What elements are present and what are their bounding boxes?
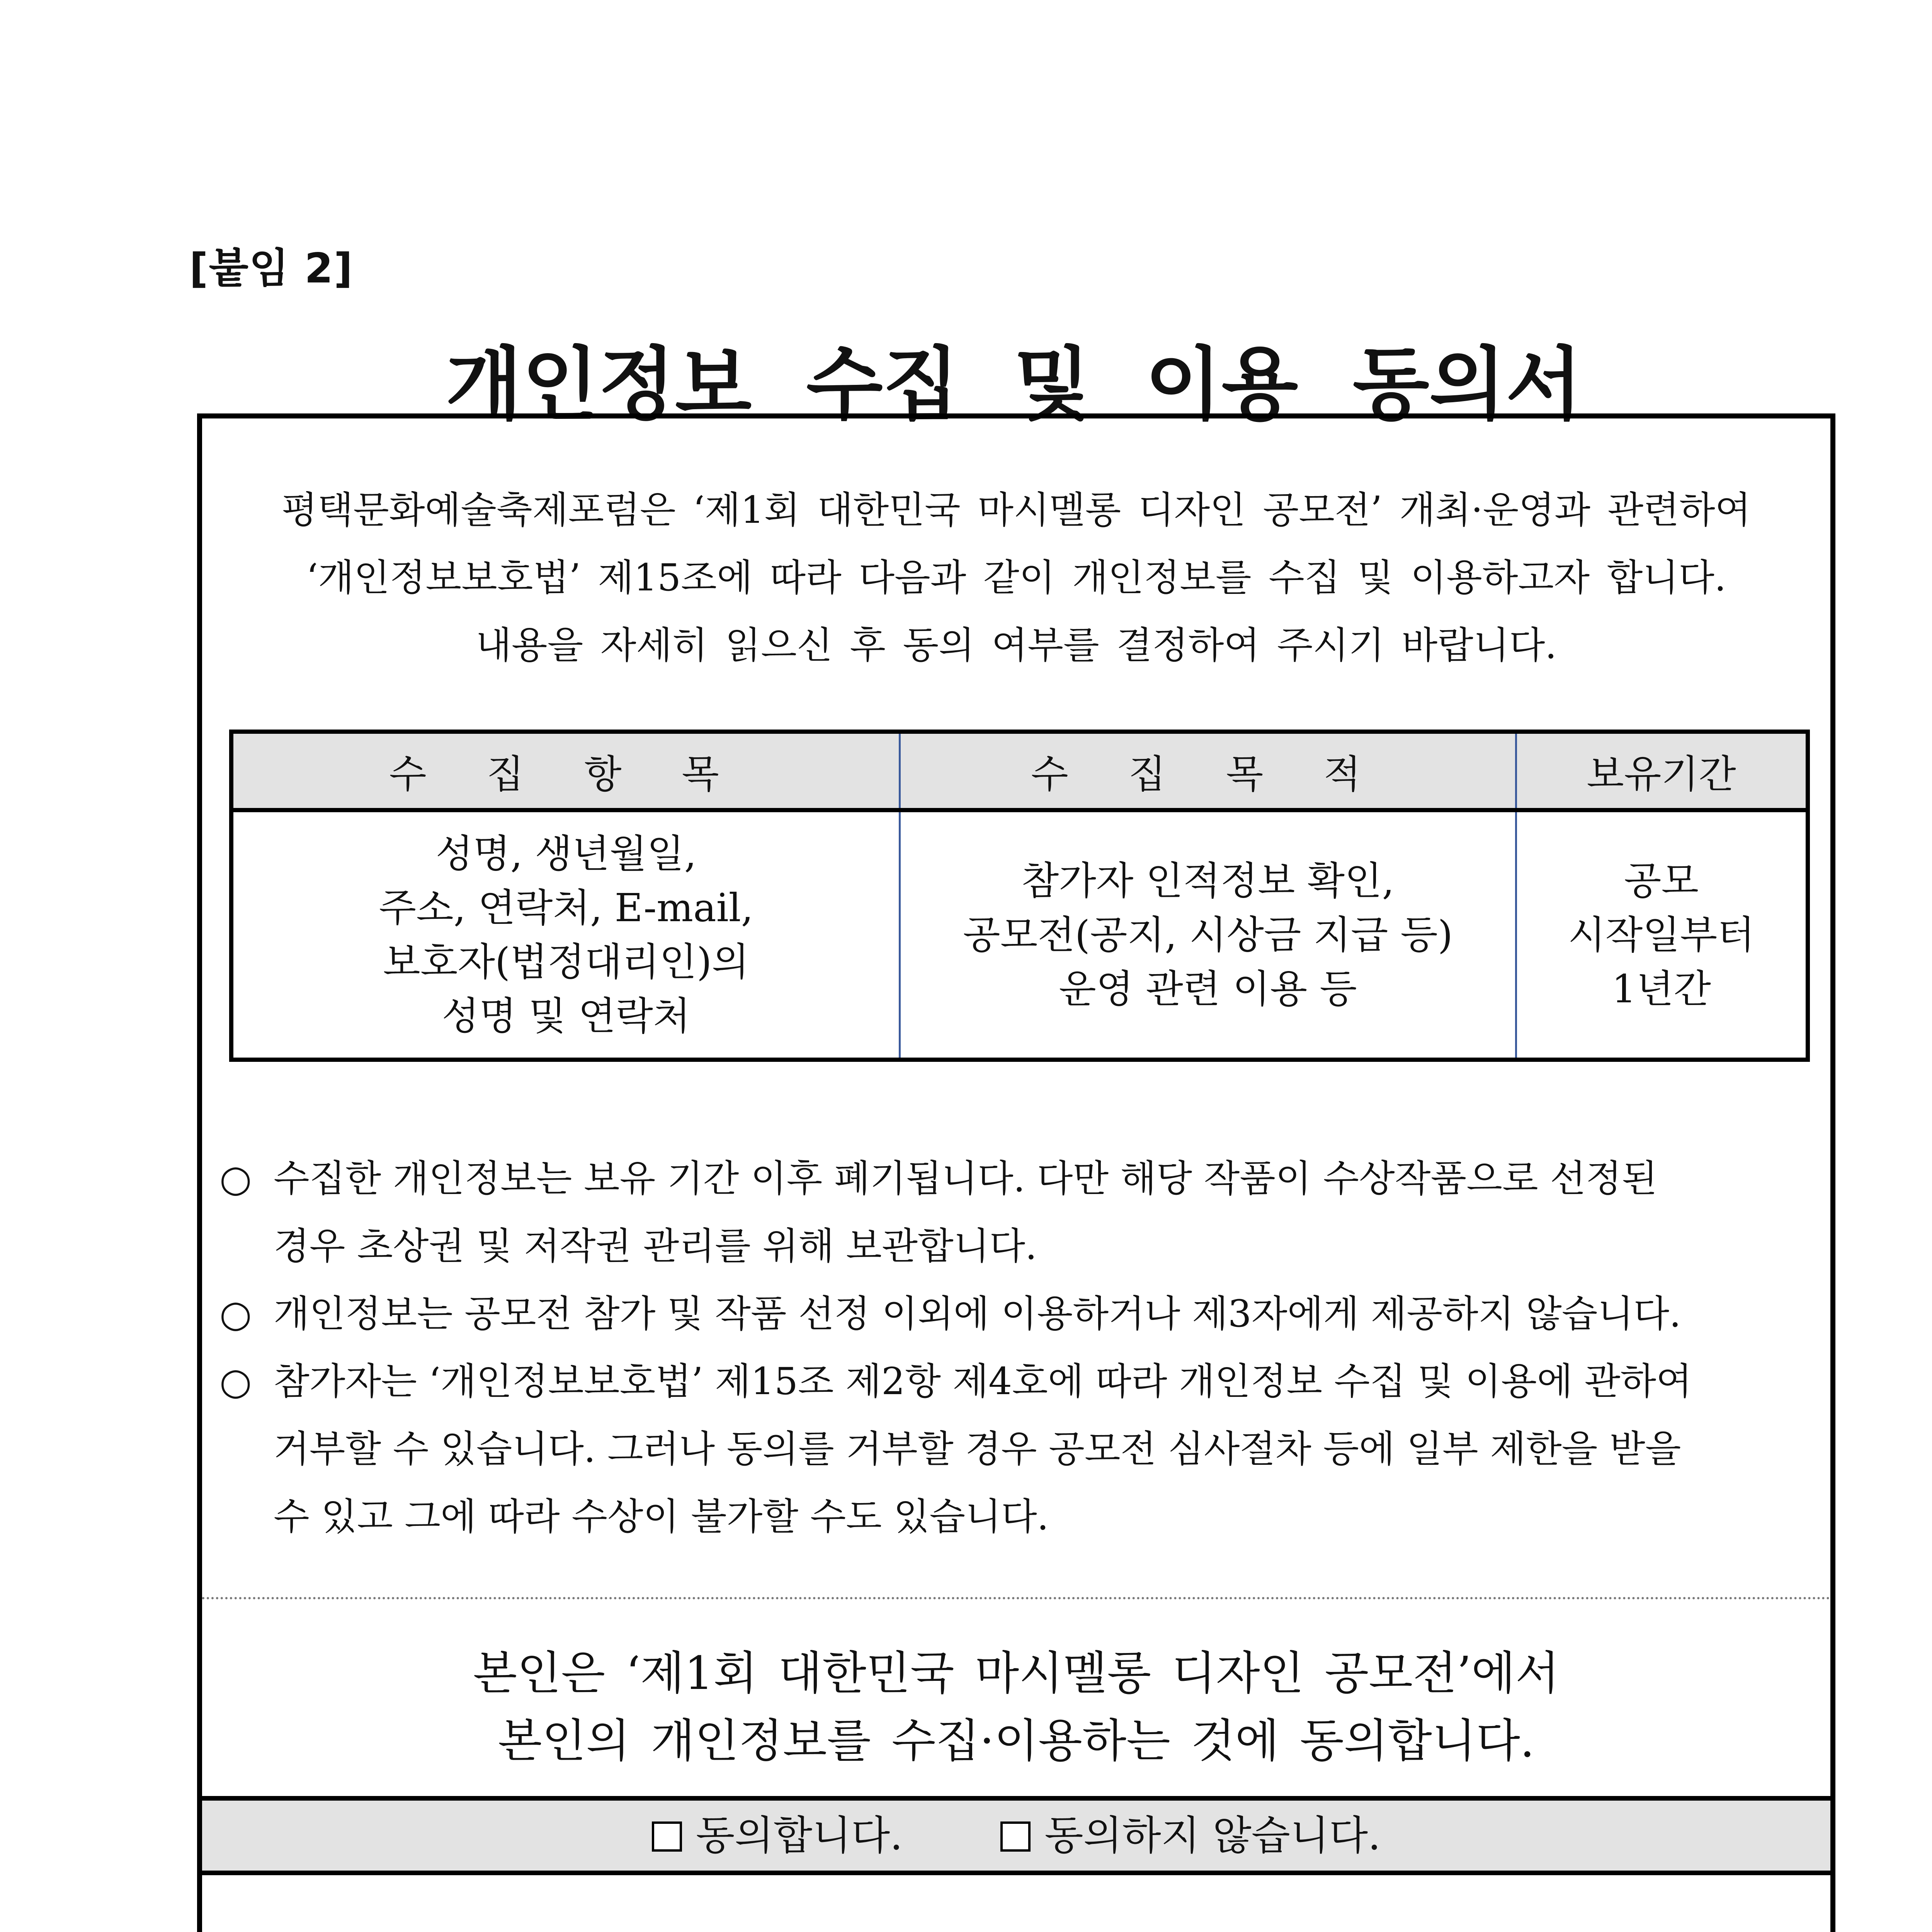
intro-line: ‘개인정보보호법’ 제15조에 따라 다음과 같이 개인정보를 수집 및 이용하고자 합니다. <box>306 556 1726 599</box>
cell-collection-purpose: 참가자 인적정보 확인, 공모전(공지, 시상금 지급 등) 운영 관련 이용 등 <box>900 810 1516 1060</box>
table-header-row <box>231 732 1808 810</box>
header-collection-purpose: 수 집 목 적 <box>900 732 1516 810</box>
header-collection-items: 수 집 항 목 <box>231 732 900 810</box>
agree-checkbox[interactable] <box>652 1821 682 1852</box>
table-row <box>231 810 1808 1060</box>
notes-list <box>219 1145 1819 1551</box>
list-item: ○ 참가자는 ‘개인정보보호법’ 제15조 제2항 제4호에 따라 개인정보 수집 및 이용에 관하여 거부할 수 있습니다. 그러나 동의를 거부할 경우 공모전 심사절차 등에 일부 제한을 받을 수 있고 그에 따라 수상이 불가할 수도 있습니다. <box>219 1348 1819 1551</box>
consent-choice-bar <box>202 1796 1830 1875</box>
header-retention-period: 보유기간 <box>1516 732 1808 810</box>
consent-form-frame <box>197 413 1835 1932</box>
disagree-option[interactable] <box>1000 1801 1381 1870</box>
intro-line: 평택문화예술축제포럼은 ‘제1회 대한민국 마시멜롱 디자인 공모전’ 개최·운영과 관련하여 <box>281 488 1751 532</box>
cell-retention-period: 공모 시작일부터 1년간 <box>1568 858 1755 1012</box>
dotted-divider <box>202 1597 1830 1599</box>
consent-statement: 본인은 ‘제1회 대한민국 마시멜롱 디자인 공모전’에서 본인의 개인정보를 수집·이용하는 것에 동의합니다. <box>473 1646 1560 1767</box>
circle-bullet-icon: ○ <box>219 1292 252 1335</box>
attachment-label: [붙임 2] <box>189 245 354 292</box>
list-item: ○ 수집한 개인정보는 보유 기간 이후 폐기됩니다. 다만 해당 작품이 수상작품으로 선정된 경우 초상권 및 저작권 관리를 위해 보관합니다. <box>219 1145 1819 1280</box>
agree-label: 동의합니다. <box>696 1812 903 1859</box>
disagree-label: 동의하지 않습니다. <box>1044 1812 1381 1859</box>
document-title: 개인정보 수집 및 이용 동의서 <box>446 339 1582 431</box>
cell-collection-items: 성명, 생년월일, 주소, 연락처, E-mail, 보호자(법정대리인)의 성명 및 연락처 <box>231 810 900 1060</box>
agree-option[interactable] <box>652 1801 903 1870</box>
intro-text <box>202 476 1830 679</box>
circle-bullet-icon: ○ <box>219 1157 252 1200</box>
disagree-checkbox[interactable] <box>1000 1821 1031 1852</box>
list-item: ○ 개인정보는 공모전 참가 및 작품 선정 이외에 이용하거나 제3자에게 제공하지 않습니다. <box>219 1280 1819 1348</box>
intro-line: 내용을 자세히 읽으신 후 동의 여부를 결정하여 주시기 바랍니다. <box>476 624 1557 667</box>
collection-items-table <box>229 730 1810 1062</box>
circle-bullet-icon: ○ <box>219 1360 252 1403</box>
